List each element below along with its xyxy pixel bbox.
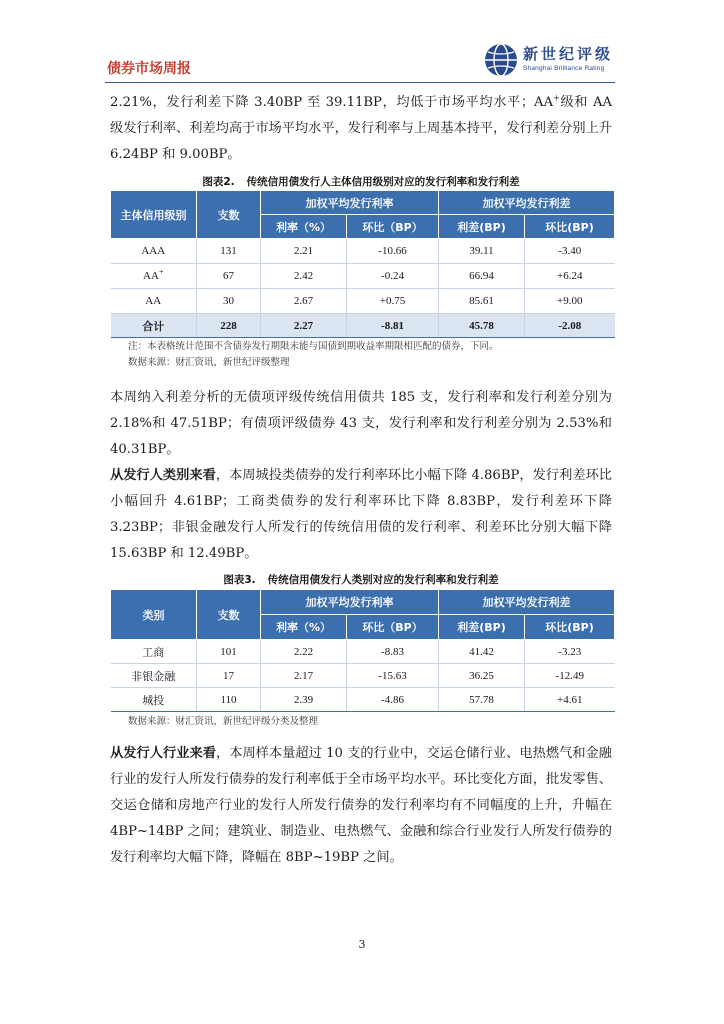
page-header (105, 38, 615, 83)
table2-caption-number: 图表2. (202, 176, 235, 188)
spread-change-cell: -3.23 (525, 640, 615, 664)
rate-cell: 2.42 (261, 264, 347, 289)
paragraph-lead-bold: 从发行人行业来看 (110, 746, 216, 761)
rate-change-cell: -4.86 (347, 688, 439, 712)
rate-change-cell: +0.75 (347, 289, 439, 314)
table2-rating-rates (110, 190, 615, 338)
table3-header-rate-change: 环比（BP） (347, 615, 439, 640)
table-row (111, 664, 615, 688)
spread-change-cell: +6.24 (525, 264, 615, 289)
spread-cell: 41.42 (439, 640, 525, 664)
intro-paragraph: 2.21%，发行利差下降 3.40BP 至 39.11BP，均低于市场平均水平；AA+级和 AA 级发行利率、利差均高于市场平均水平，发行利率与上周基本持平，发行利差分别上升 6.24BP 和 9.00BP。 (110, 93, 612, 162)
count-cell: 101 (197, 640, 261, 664)
report-title: 债券市场周报 (107, 61, 191, 77)
table2-header-count: 支数 (197, 191, 261, 239)
category-cell: 城投 (111, 688, 197, 712)
paragraph-rated-bonds: 本周纳入利差分析的无债项评级传统信用债共 185 支，发行利率和发行利差分别为 2.18%和 47.51BP；有债项评级债券 43 支，发行利率和发行利差分别为 2.53%和 40.31BP。 (110, 390, 612, 457)
category-cell: 工商 (111, 640, 197, 664)
rate-cell: 2.22 (261, 640, 347, 664)
table2-caption (110, 174, 612, 189)
count-cell: 131 (197, 239, 261, 264)
logo-english-name: Shanghai Brilliance Rating (523, 65, 605, 72)
grade-cell: AAA (141, 245, 166, 257)
rate-cell: 2.21 (261, 239, 347, 264)
spread-change-cell: -12.49 (525, 664, 615, 688)
table2-header-grade: 主体信用级别 (111, 191, 197, 239)
rate-change-cell: -8.83 (347, 640, 439, 664)
total-label-cell: 合计 (111, 314, 197, 338)
spread-change-cell: +4.61 (525, 688, 615, 712)
total-rate-change-cell: -8.81 (347, 314, 439, 338)
table2-caption-text: 传统信用债发行人主体信用级别对应的发行利率和发行利差 (246, 176, 520, 188)
table3-caption (110, 572, 612, 587)
spread-change-cell: -3.40 (525, 239, 615, 264)
table3-header-rate: 利率（%） (261, 615, 347, 640)
paragraph-issuer-type: 从发行人类别来看，本周城投类债券的发行利率环比小幅下降 4.86BP，发行利差环比小幅回升 4.61BP；工商类债券的发行利率环比下降 8.83BP，发行利差环下降 3.23BP；非银金融发行人所发行的传统信用债的发行利率、利差环比分别大幅下降 15.63BP 和 12.49BP。 (110, 468, 612, 561)
brand-logo (483, 42, 615, 80)
table2-header-spread-group: 加权平均发行利差 (439, 191, 615, 215)
rate-cell: 2.67 (261, 289, 347, 314)
table2-header-spread-change: 环比(BP) (525, 215, 615, 239)
table3-header-spread-change: 环比(BP) (525, 615, 615, 640)
spread-cell: 39.11 (439, 239, 525, 264)
grade-cell: AA (143, 270, 159, 282)
table3-header-category: 类别 (111, 590, 197, 640)
logo-globe-icon (483, 42, 519, 78)
total-rate-cell: 2.27 (261, 314, 347, 338)
rate-cell: 2.17 (261, 664, 347, 688)
table2-header-rate-change: 环比（BP） (347, 215, 439, 239)
table-row (111, 640, 615, 664)
table-row (111, 688, 615, 712)
table3-caption-text: 传统信用债发行人类别对应的发行利率和发行利差 (267, 574, 499, 586)
rate-change-cell: -15.63 (347, 664, 439, 688)
count-cell: 17 (197, 664, 261, 688)
rate-change-cell: -10.66 (347, 239, 439, 264)
table-row (111, 289, 615, 314)
grade-cell: AA (145, 295, 162, 307)
spread-cell: 85.61 (439, 289, 525, 314)
table2-source: 数据来源：财汇资讯，新世纪评级整理 (128, 357, 290, 368)
spread-cell: 36.25 (439, 664, 525, 688)
count-cell: 110 (197, 688, 261, 712)
page-number: 3 (358, 938, 366, 951)
count-cell: 30 (197, 289, 261, 314)
table3-header-count: 支数 (197, 590, 261, 640)
table-row (111, 239, 615, 264)
table3-header-spread-group: 加权平均发行利差 (439, 590, 615, 615)
table-total-row (111, 314, 615, 338)
table2-header-rate-group: 加权平均发行利率 (261, 191, 439, 215)
rate-change-cell: -0.24 (347, 264, 439, 289)
table3-caption-number: 图表3. (223, 574, 256, 586)
total-count-cell: 228 (197, 314, 261, 338)
count-cell: 67 (197, 264, 261, 289)
category-cell: 非银金融 (111, 664, 197, 688)
table2-note: 注：本表格统计范围不含债券发行期限未能与国债到期收益率期限相匹配的债券，下同。 (128, 341, 499, 352)
spread-change-cell: +9.00 (525, 289, 615, 314)
table3-header-spread: 利差(BP) (439, 615, 525, 640)
total-spread-cell: 45.78 (439, 314, 525, 338)
rate-cell: 2.39 (261, 688, 347, 712)
paragraph-lead-bold: 从发行人类别来看 (110, 468, 216, 483)
spread-cell: 57.78 (439, 688, 525, 712)
table2-header-spread: 利差(BP) (439, 215, 525, 239)
table2-header-rate: 利率（%） (261, 215, 347, 239)
table3-header-rate-group: 加权平均发行利率 (261, 590, 439, 615)
spread-cell: 66.94 (439, 264, 525, 289)
total-spread-change-cell: -2.08 (525, 314, 615, 338)
logo-chinese-name: 新世纪评级 (523, 45, 614, 63)
paragraph-issuer-industry: 从发行人行业来看，本周样本量超过 10 支的行业中，交运仓储行业、电热燃气和金融行业的发行人所发行债券的发行利率低于全市场平均水平。环比变化方面，批发零售、交运仓储和房地产行业的发行人所发行债券的发行利率均有不同幅度的上升，升幅在 4BP~14BP 之间；建筑业、制造业、电热燃气、金融和综合行业发行人所发行债券的发行利率均大幅下降，降幅在 8BP~19BP 之间。 (110, 746, 612, 865)
table3-issuer-type-rates (110, 589, 615, 712)
table3-source: 数据来源：财汇资讯，新世纪评级分类及整理 (128, 716, 319, 727)
table-row: AA+ 67 2.42 -0.24 66.94 +6.24 (111, 264, 615, 289)
